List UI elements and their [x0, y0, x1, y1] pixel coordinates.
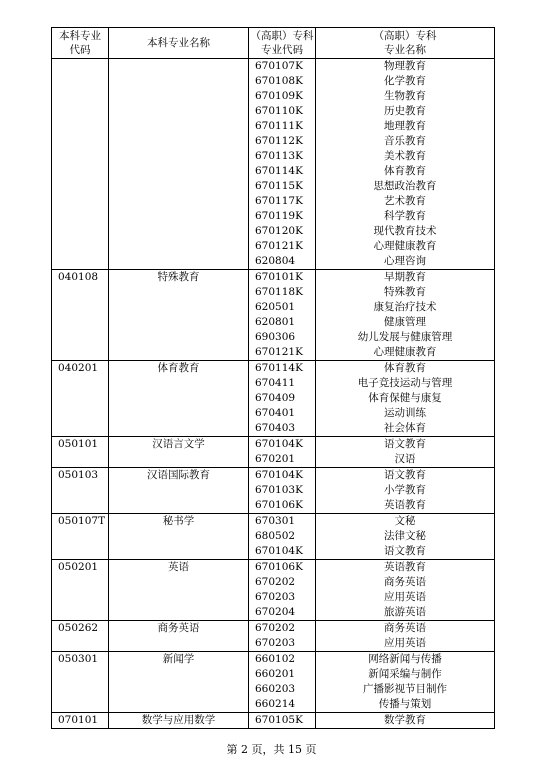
vocational-code: 670113K [255, 150, 303, 162]
vocational-code: 670121K [255, 346, 303, 358]
vocational-code: 660214 [255, 698, 296, 710]
vocational-code: 670401 [255, 407, 296, 419]
table-row [52, 361, 495, 437]
vocational-code: 670104K [255, 438, 303, 450]
undergrad-code-cell: 070101 [52, 713, 109, 729]
vocational-code: 670204 [255, 606, 296, 618]
vocational-name: 新闻采编与制作 [368, 668, 442, 680]
vocational-name: 科学教育 [384, 210, 426, 222]
vocational-code-cell [249, 468, 316, 514]
undergrad-code-cell: 050107T [52, 514, 109, 560]
vocational-name: 生物教育 [384, 90, 426, 102]
vocational-name-cell [316, 59, 495, 270]
table-header-row [52, 28, 495, 59]
undergrad-name-cell: 数学与应用数学 [109, 713, 249, 729]
vocational-code: 660203 [255, 683, 296, 695]
undergrad-code-cell: 050101 [52, 437, 109, 468]
vocational-name: 美术教育 [384, 150, 426, 162]
vocational-code: 670409 [255, 392, 296, 404]
vocational-code: 670118K [255, 286, 303, 298]
undergrad-name-cell: 英语 [109, 560, 249, 621]
vocational-name: 广播影视节目制作 [363, 683, 447, 695]
header-text: 专业名称 [384, 44, 426, 56]
vocational-name-cell [316, 621, 495, 652]
vocational-code: 670104K [255, 469, 303, 481]
vocational-name: 语文教育 [384, 438, 426, 450]
vocational-code-cell [249, 437, 316, 468]
vocational-code: 670203 [255, 591, 296, 603]
vocational-code: 670203 [255, 637, 296, 649]
undergrad-name-cell: 商务英语 [109, 621, 249, 652]
vocational-code: 620804 [255, 255, 296, 267]
vocational-name: 商务英语 [384, 622, 426, 634]
vocational-code: 660102 [255, 653, 296, 665]
table-row [52, 713, 495, 729]
vocational-name: 应用英语 [384, 591, 426, 603]
vocational-code-cell [249, 560, 316, 621]
table-row [52, 270, 495, 361]
vocational-code: 670201 [255, 453, 296, 465]
vocational-name: 文秘 [394, 515, 416, 527]
vocational-name: 音乐教育 [384, 135, 426, 147]
vocational-name: 体育教育 [384, 362, 426, 374]
header-text: 专业代码 [261, 44, 303, 56]
vocational-code: 670121K [255, 240, 303, 252]
vocational-name: 化学教育 [384, 75, 426, 87]
table-row [52, 652, 495, 713]
vocational-name: 地理教育 [384, 120, 426, 132]
vocational-code-cell [249, 713, 316, 729]
table-row [52, 560, 495, 621]
vocational-code: 660201 [255, 668, 296, 680]
undergrad-name-cell: 体育教育 [109, 361, 249, 437]
undergrad-code-cell: 040201 [52, 361, 109, 437]
vocational-name-cell [316, 652, 495, 713]
vocational-name: 英语教育 [384, 499, 426, 511]
header-vocational-code [249, 28, 316, 59]
vocational-name: 体育教育 [384, 165, 426, 177]
vocational-name: 网络新闻与传播 [368, 653, 442, 665]
vocational-code-cell [249, 270, 316, 361]
table-row [52, 59, 495, 270]
vocational-code: 670114K [255, 362, 303, 374]
table-row [52, 621, 495, 652]
vocational-code-cell [249, 514, 316, 560]
table-row [52, 437, 495, 468]
header-text: 代码 [69, 44, 91, 56]
undergrad-name-cell: 汉语言文学 [109, 437, 249, 468]
header-undergrad-code [52, 28, 109, 59]
table-row [52, 468, 495, 514]
vocational-code: 620501 [255, 301, 296, 313]
vocational-code: 670111K [255, 120, 303, 132]
header-text: 本科专业 [59, 30, 101, 42]
vocational-code: 670112K [255, 135, 303, 147]
vocational-name: 思想政治教育 [373, 180, 437, 192]
undergrad-code-cell: 050201 [52, 560, 109, 621]
page-footer: 第 2 页，共 15 页 [226, 743, 317, 756]
vocational-code: 670106K [255, 499, 303, 511]
vocational-name: 小学教育 [384, 484, 426, 496]
header-text: （高职）专科 [373, 30, 437, 42]
vocational-name: 应用英语 [384, 637, 426, 649]
vocational-code: 670114K [255, 165, 303, 177]
vocational-name-cell [316, 270, 495, 361]
vocational-name: 数学教育 [384, 714, 426, 726]
vocational-code: 670105K [255, 714, 303, 726]
vocational-code: 620801 [255, 316, 296, 328]
vocational-name: 心理健康教育 [373, 240, 437, 252]
vocational-name: 法律文秘 [384, 530, 426, 542]
vocational-name: 语文教育 [384, 545, 426, 557]
vocational-name: 历史教育 [384, 105, 426, 117]
table-row [52, 514, 495, 560]
vocational-code: 670103K [255, 484, 303, 496]
undergrad-name-cell [109, 59, 249, 270]
vocational-code-cell [249, 621, 316, 652]
vocational-name: 艺术教育 [384, 195, 426, 207]
undergrad-name-cell: 汉语国际教育 [109, 468, 249, 514]
vocational-name: 幼儿发展与健康管理 [357, 331, 453, 343]
vocational-code: 670202 [255, 576, 296, 588]
vocational-code: 670411 [255, 377, 296, 389]
vocational-name-cell [316, 361, 495, 437]
vocational-name: 心理咨询 [384, 255, 426, 267]
undergrad-code-cell: 050103 [52, 468, 109, 514]
vocational-name: 健康管理 [384, 316, 426, 328]
vocational-code: 670120K [255, 225, 303, 237]
vocational-code-cell [249, 652, 316, 713]
vocational-name-cell [316, 713, 495, 729]
undergrad-name-cell: 秘书学 [109, 514, 249, 560]
undergrad-code-cell: 050262 [52, 621, 109, 652]
undergrad-name-cell: 新闻学 [109, 652, 249, 713]
vocational-code: 670107K [255, 60, 303, 72]
vocational-code: 670301 [255, 515, 296, 527]
vocational-code-cell [249, 361, 316, 437]
vocational-code: 670403 [255, 422, 296, 434]
header-text: 本科专业名称 [147, 37, 210, 49]
vocational-name-cell [316, 560, 495, 621]
vocational-name-cell [316, 514, 495, 560]
vocational-name: 早期教育 [384, 271, 426, 283]
undergrad-code-cell: 050301 [52, 652, 109, 713]
vocational-name: 电子竞技运动与管理 [357, 377, 453, 389]
vocational-code-cell [249, 59, 316, 270]
vocational-code: 670119K [255, 210, 303, 222]
vocational-code: 670115K [255, 180, 303, 192]
undergrad-code-cell: 040108 [52, 270, 109, 361]
vocational-name: 体育保健与康复 [368, 392, 442, 404]
header-text: （高职）专科 [250, 30, 314, 42]
vocational-code: 670101K [255, 271, 303, 283]
header-undergrad-name [109, 28, 249, 59]
vocational-name-cell [316, 468, 495, 514]
vocational-code: 670108K [255, 75, 303, 87]
vocational-name: 商务英语 [384, 576, 426, 588]
header-vocational-name [316, 28, 495, 59]
vocational-name: 英语教育 [384, 561, 426, 573]
vocational-code: 670104K [255, 545, 303, 557]
vocational-name: 特殊教育 [384, 286, 426, 298]
vocational-name: 现代教育技术 [373, 225, 437, 237]
vocational-code: 670202 [255, 622, 296, 634]
vocational-code: 670110K [255, 105, 303, 117]
vocational-code: 670117K [255, 195, 303, 207]
vocational-name-cell [316, 437, 495, 468]
vocational-code: 680502 [255, 530, 296, 542]
vocational-code: 690306 [255, 331, 296, 343]
vocational-name: 汉语 [394, 453, 416, 465]
vocational-name: 运动训练 [384, 407, 426, 419]
vocational-code: 670106K [255, 561, 303, 573]
major-mapping-table [51, 27, 495, 729]
undergrad-code-cell [52, 59, 109, 270]
vocational-name: 传播与策划 [378, 698, 432, 710]
vocational-name: 康复治疗技术 [373, 301, 437, 313]
vocational-code: 670109K [255, 90, 303, 102]
vocational-name: 社会体育 [384, 422, 426, 434]
vocational-name: 心理健康教育 [373, 346, 437, 358]
vocational-name: 物理教育 [384, 60, 426, 72]
vocational-name: 旅游英语 [384, 606, 426, 618]
vocational-name: 语文教育 [384, 469, 426, 481]
undergrad-name-cell: 特殊教育 [109, 270, 249, 361]
